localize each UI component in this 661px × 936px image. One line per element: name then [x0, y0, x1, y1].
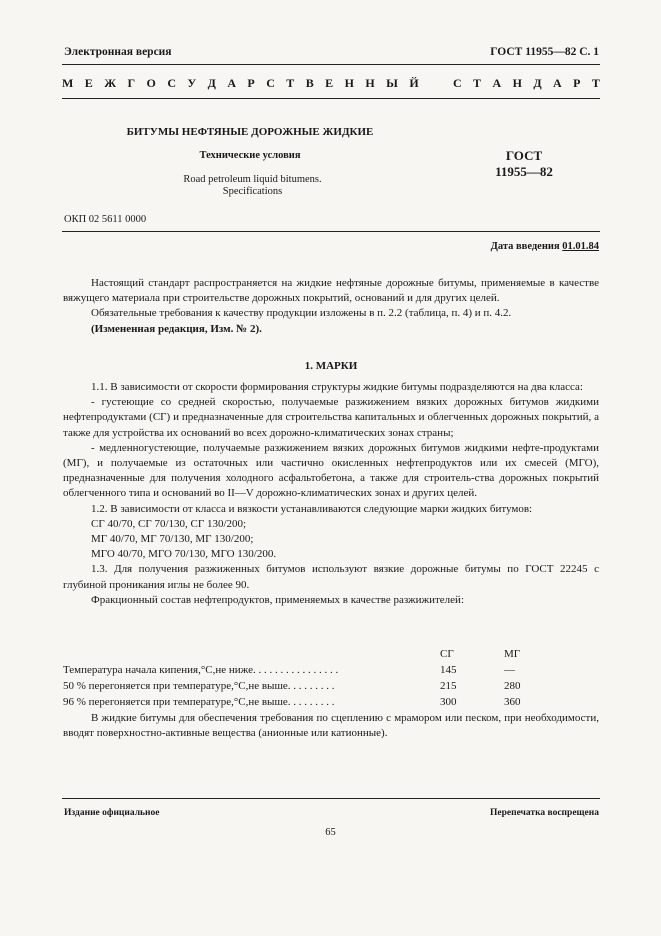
gost-number [486, 148, 562, 180]
table-cell: 300 [440, 696, 457, 708]
okp-code: ОКП 02 5611 0000 [64, 214, 147, 225]
grade-list-mgo: МГО 40/70, МГО 70/130, МГО 130/200. [91, 548, 277, 561]
banner-letter: Н [512, 76, 522, 90]
clause-1-1: 1.1. В зависимости от скорости формирования структуры жидкие битумы подразделяются на два класса: [91, 381, 583, 393]
fraction-table [63, 646, 564, 710]
banner-letter: О [146, 76, 156, 90]
fraction-intro: Фракционный состав нефтепродуктов, применяемых в качестве разжижителей: [91, 593, 464, 606]
table-row [63, 662, 564, 678]
okp-divider [62, 231, 600, 232]
intro-date-label: Дата введения [490, 241, 563, 252]
banner-divider [62, 98, 600, 99]
english-title [120, 174, 385, 198]
table-cell: 360 [504, 696, 521, 708]
english-title-line: Road petroleum liquid bitumens. [183, 174, 322, 185]
gost-label: ГОСТ [505, 148, 543, 163]
amendment-note: (Измененная редакция, Изм. № 2). [91, 322, 262, 335]
footer-divider [62, 798, 600, 799]
banner-letter: С [167, 76, 176, 90]
table-cell: 50 % перегоняется при температуре,°C,не выше. . . . . . . . . [63, 680, 335, 692]
banner-letter: А [227, 76, 236, 90]
preamble [63, 276, 599, 337]
preamble-paragraph: Настоящий стандарт распространяется на жидкие нефтяные дорожные битумы, применяемые в качестве вяжущего материала при строительстве дорожных покрытий, оснований и для других целей. [63, 277, 599, 305]
banner-letter: А [553, 76, 562, 90]
header-divider [62, 64, 600, 65]
clause-1-1-item: - густеющие со средней скоростью, получаемые разжижением вязких дорожных битумов жидкими нефтепродуктами (СГ) и предназначенные для строительства капитальных и облегченных дорожных покрытий, а также для устройства их оснований во всех дорожно-климатических зонах страны; [63, 396, 599, 439]
gost-code: 11955—82 [495, 164, 553, 179]
edition-label: Электронная версия [64, 46, 172, 58]
grade-list-sg: СГ 40/70, СГ 70/130, СГ 130/200; [91, 517, 247, 530]
banner-letter: Т [591, 76, 600, 90]
table-cell: 280 [504, 680, 521, 692]
banner-letter: Т [286, 76, 295, 90]
closing-text [63, 711, 599, 741]
document-title: БИТУМЫ НЕФТЯНЫЕ ДОРОЖНЫЕ ЖИДКИЕ [126, 126, 374, 138]
table-cell: 145 [440, 664, 457, 676]
table-row [63, 694, 564, 710]
introduction-date [491, 241, 599, 252]
banner-letter: Д [207, 76, 216, 90]
document-subtitle: Технические условия [199, 150, 301, 161]
banner-letter: С [266, 76, 275, 90]
banner-letter: С [452, 76, 462, 90]
clause-1-1-item: - медленногустеющие, получаемые разжижением вязких дорожных битумов жидкими нефте-продуктами (МГ), и получаемые из остаточных или частично окисленных нефтепродуктов или их смесей (МГО), предназначенные для получения холодного асфальтобетона, а также для строитель-ства дорожных покрытий облегченного типа и оснований во II—V дорожно-климатических зонах и других целей. [63, 441, 599, 500]
banner-letter: Й [409, 76, 419, 90]
banner-letter: Н [365, 76, 375, 90]
document-code: ГОСТ 11955—82 С. 1 [490, 46, 599, 58]
banner-letter: В [305, 76, 314, 90]
banner-letter: Р [573, 76, 581, 90]
section-heading: 1. МАРКИ [304, 360, 358, 372]
reprint-prohibited-label: Перепечатка воспрещена [489, 808, 599, 818]
banner-letter: А [492, 76, 502, 90]
table-header: МГ [504, 648, 521, 660]
banner-letter: Г [127, 76, 136, 90]
table-header-row [63, 646, 564, 662]
clause-1-3: 1.3. Для получения разжиженных битумов используют вязкие дорожные битумы по ГОСТ 22245 с глубиной проникания иглы не более 90. [63, 563, 599, 591]
banner-letter: Т [473, 76, 482, 90]
clause-1-2: 1.2. В зависимости от класса и вязкости устанавливаются следующие марки жидких битумов: [91, 502, 533, 515]
intro-date-value: 01.01.84 [562, 241, 599, 252]
table-header [63, 646, 440, 662]
banner-letter: Е [325, 76, 334, 90]
interstate-standard-banner [62, 76, 600, 91]
closing-paragraph: В жидкие битумы для обеспечения требования по сцеплению с мрамором или песком, при необходимости, вводят поверхностно-активные вещества (анионные или катионные). [63, 712, 599, 740]
table-cell: 215 [440, 680, 457, 692]
preamble-paragraph: Обязательные требования к качеству продукции изложены в п. 2.2 (таблица, п. 4) и п. 4.2. [91, 307, 512, 320]
banner-letter: Е [84, 76, 93, 90]
table-cell: 96 % перегоняется при температуре,°C,не выше. . . . . . . . . [63, 696, 335, 708]
table-cell: Температура начала кипения,°C,не ниже. . . . . . . . . . . . . . . . [63, 664, 339, 676]
banner-letter: Д [533, 76, 542, 90]
section-body [63, 380, 599, 608]
banner-letter: Ж [104, 76, 117, 90]
banner-letter: М [62, 76, 74, 90]
banner-letter: Р [247, 76, 255, 90]
banner-letter: У [187, 76, 197, 90]
table-header: СГ [440, 648, 454, 660]
table-row [63, 678, 564, 694]
banner-letter: Н [344, 76, 354, 90]
table-cell: — [504, 664, 515, 676]
grade-list-mg: МГ 40/70, МГ 70/130, МГ 130/200; [91, 533, 254, 546]
banner-letter: Ы [386, 76, 398, 90]
official-edition-label: Издание официальное [64, 808, 160, 818]
english-title-line: Specifications [222, 186, 283, 197]
page-number: 65 [325, 827, 336, 838]
